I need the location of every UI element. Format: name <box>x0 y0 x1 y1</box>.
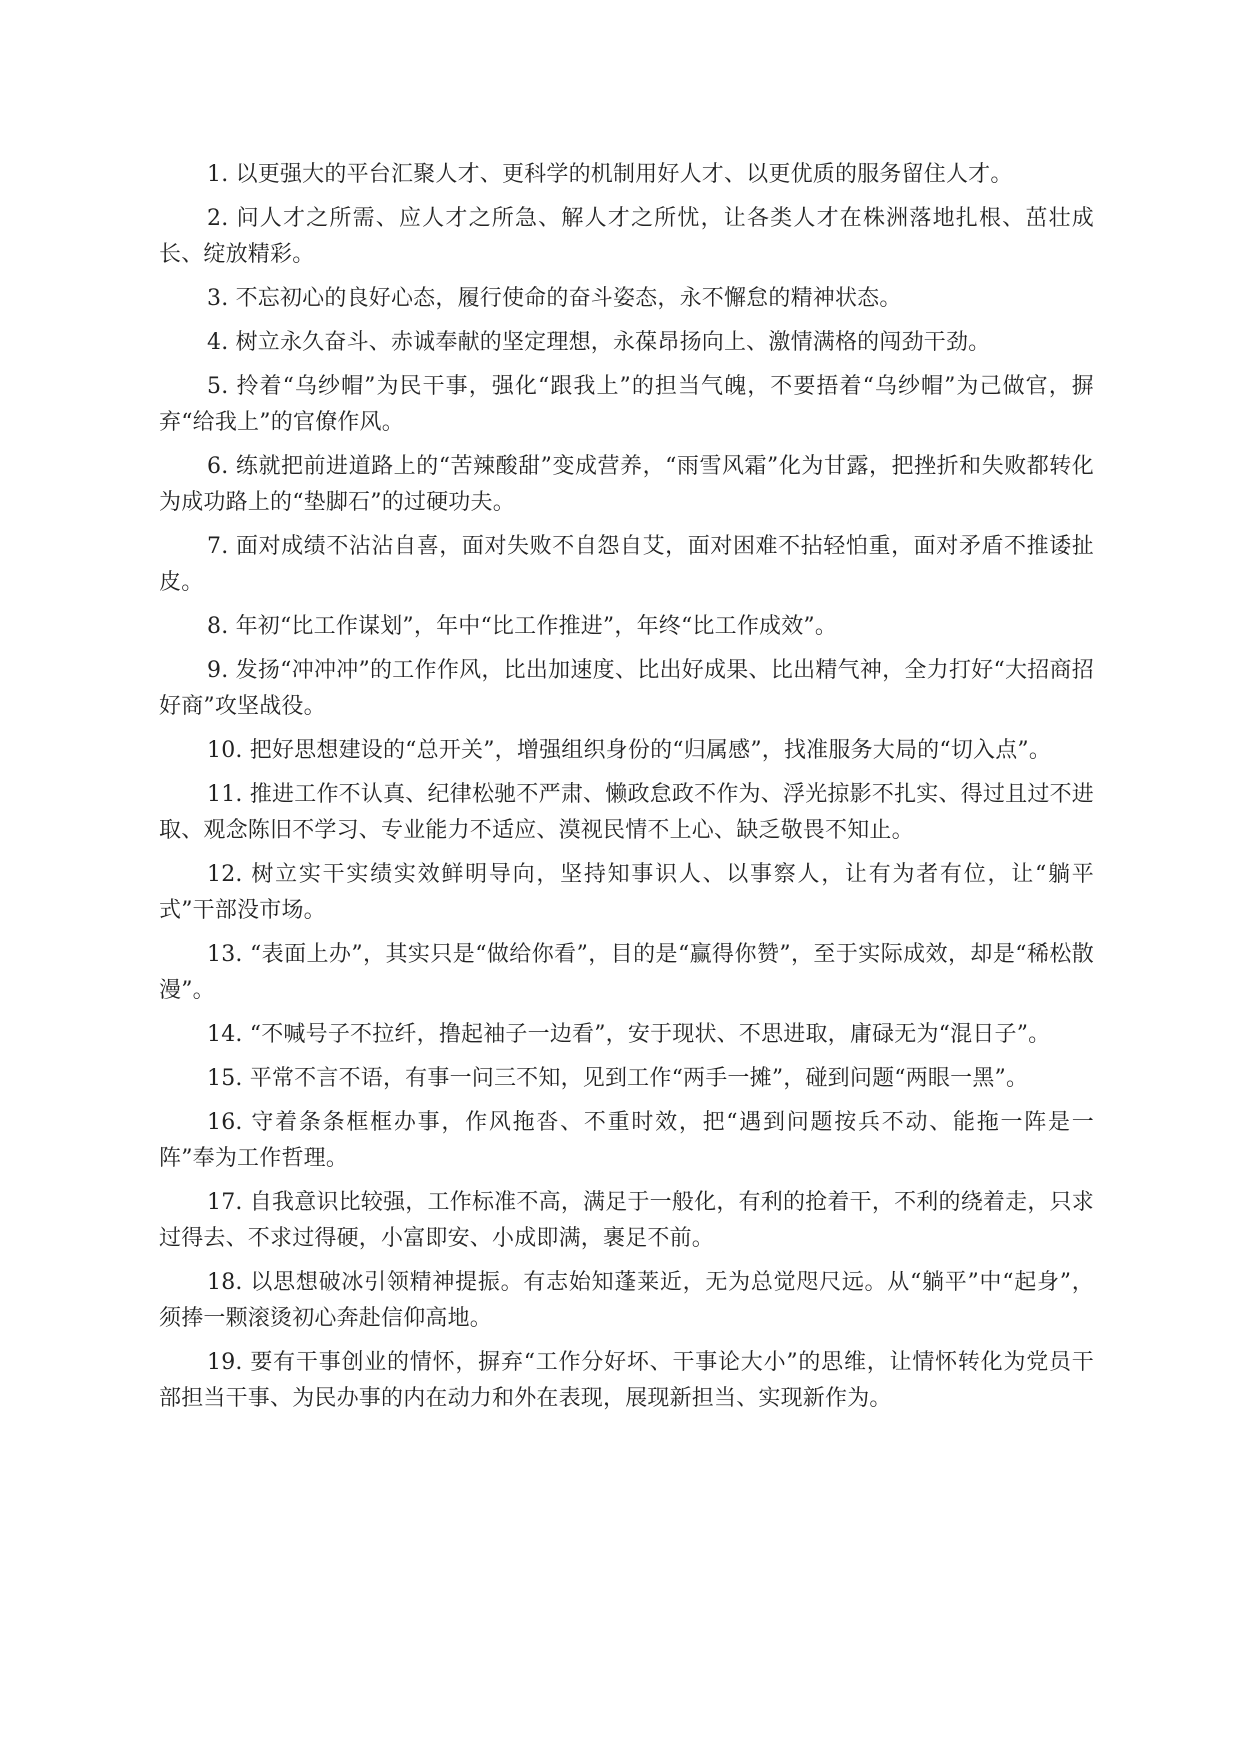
paragraph-5: 5. 拎着“乌纱帽”为民干事，强化“跟我上”的担当气魄，不要捂着“乌纱帽”为己做官，摒弃“给我上”的官僚作风。 <box>159 374 1094 435</box>
paragraph-1: 1. 以更强大的平台汇聚人才、更科学的机制用好人才、以更优质的服务留住人才。 <box>207 162 1013 187</box>
paragraph-3: 3. 不忘初心的良好心态，履行使命的奋斗姿态，永不懈怠的精神状态。 <box>207 286 902 311</box>
paragraph-17: 17. 自我意识比较强，工作标准不高，满足于一般化，有利的抢着干，不利的绕着走，只求过得去、不求过得硬，小富即安、小成即满，裹足不前。 <box>159 1190 1094 1251</box>
document-body <box>159 157 1094 1425</box>
paragraph-14: 14. “不喊号子不拉纤，撸起袖子一边看”，安于现状、不思进取，庸碌无为“混日子”。 <box>207 1022 1051 1047</box>
paragraph-7: 7. 面对成绩不沾沾自喜，面对失败不自怨自艾，面对困难不拈轻怕重，面对矛盾不推诿扯皮。 <box>159 534 1094 595</box>
paragraph-9: 9. 发扬“冲冲冲”的工作作风，比出加速度、比出好成果、比出精气神，全力打好“大招商招好商”攻坚战役。 <box>159 658 1094 719</box>
paragraph-15: 15. 平常不言不语，有事一问三不知，见到工作“两手一摊”，碰到问题“两眼一黑”。 <box>207 1066 1029 1091</box>
paragraph-18: 18. 以思想破冰引领精神提振。有志始知蓬莱近，无为总觉咫尺远。从“躺平”中“起身”，须捧一颗滚烫初心奔赴信仰高地。 <box>159 1270 1094 1331</box>
paragraph-11: 11. 推进工作不认真、纪律松驰不严肃、懒政怠政不作为、浮光掠影不扎实、得过且过不进取、观念陈旧不学习、专业能力不适应、漠视民情不上心、缺乏敬畏不知止。 <box>159 782 1094 843</box>
paragraph-4: 4. 树立永久奋斗、赤诚奉献的坚定理想，永葆昂扬向上、激情满格的闯劲干劲。 <box>207 330 991 355</box>
paragraph-8: 8. 年初“比工作谋划”，年中“比工作推进”，年终“比工作成效”。 <box>207 614 838 639</box>
paragraph-19: 19. 要有干事创业的情怀，摒弃“工作分好坏、干事论大小”的思维，让情怀转化为党员干部担当干事、为民办事的内在动力和外在表现，展现新担当、实现新作为。 <box>159 1350 1094 1411</box>
paragraph-13: 13. “表面上办”，其实只是“做给你看”，目的是“赢得你赞”，至于实际成效，却是“稀松散漫”。 <box>159 942 1094 1003</box>
paragraph-6: 6. 练就把前进道路上的“苦辣酸甜”变成营养，“雨雪风霜”化为甘露，把挫折和失败都转化为成功路上的“垫脚石”的过硬功夫。 <box>159 454 1094 515</box>
paragraph-2: 2. 问人才之所需、应人才之所急、解人才之所忧，让各类人才在株洲落地扎根、茁壮成长、绽放精彩。 <box>159 206 1094 267</box>
paragraph-10: 10. 把好思想建设的“总开关”，增强组织身份的“归属感”，找准服务大局的“切入点”。 <box>207 738 1052 763</box>
paragraph-12: 12. 树立实干实绩实效鲜明导向，坚持知事识人、以事察人，让有为者有位，让“躺平式”干部没市场。 <box>159 862 1094 923</box>
paragraph-16: 16. 守着条条框框办事，作风拖沓、不重时效，把“遇到问题按兵不动、能拖一阵是一阵”奉为工作哲理。 <box>159 1110 1094 1171</box>
